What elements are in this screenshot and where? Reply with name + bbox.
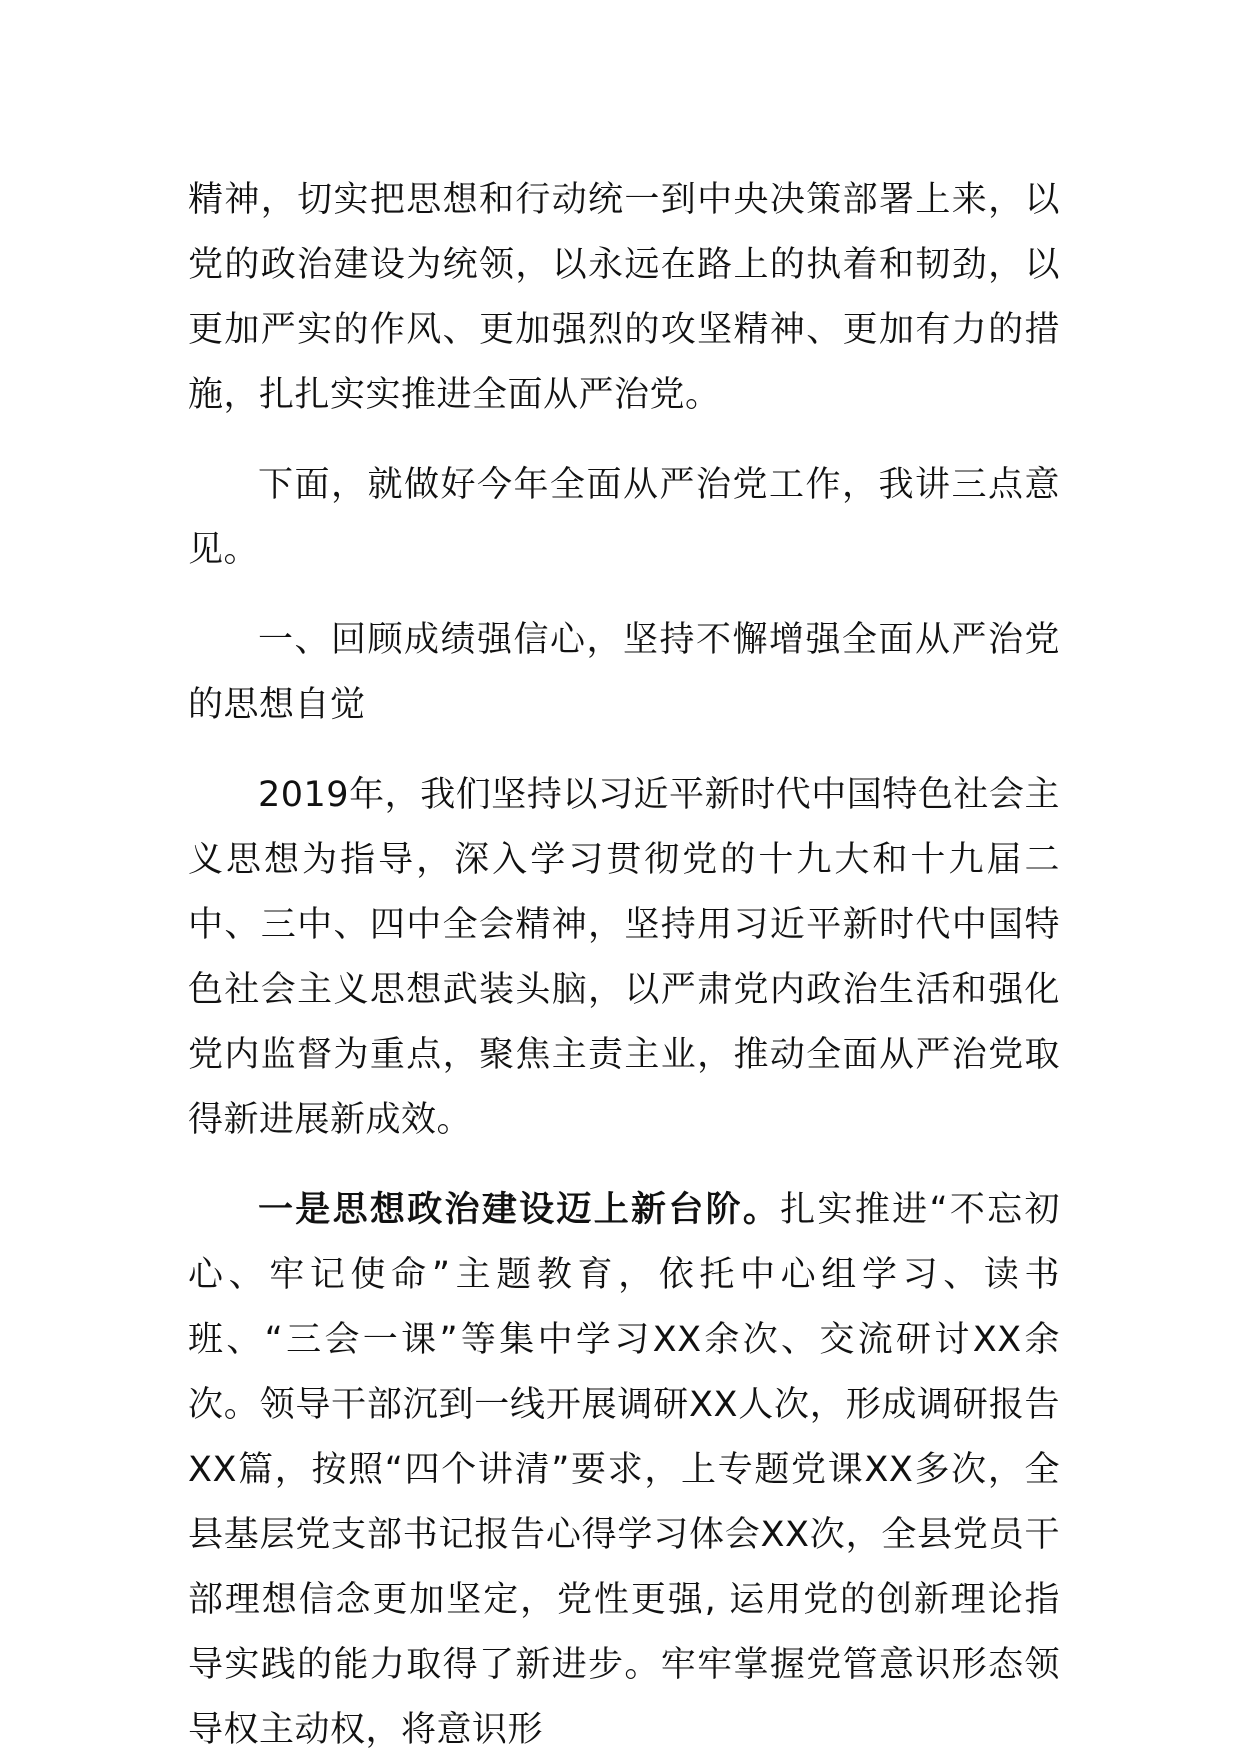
paragraph-1: 精神，切实把思想和行动统一到中央决策部署上来，以党的政治建设为统领，以永远在路上的执着和韧劲，以更加严实的作风、更加强烈的攻坚精神、更加有力的措施，扎扎实实推进全面从严治党。: [188, 180, 1060, 415]
paragraph-4-body: 扎实推进“不忘初心、牢记使命”主题教育，依托中心组学习、读书班、“三会一课”等集中学习XX余次、交流研讨XX余次。领导干部沉到一线开展调研XX人次，形成调研报告XX篇，按照“四个讲清”要求，上专题党课XX多次，全县基层党支部书记报告心得学习体会XX次，全县党员干部理想信念更加坚定，党性更强, 运用党的创新理论指导实践的能力取得了新进步。牢牢掌握党管意识形态领导权主动权，将意识形: [188, 1190, 1060, 1750]
paragraph-3: 2019年，我们坚持以习近平新时代中国特色社会主义思想为指导，深入学习贯彻党的十九大和十九届二中、三中、四中全会精神，坚持用习近平新时代中国特色社会主义思想武装头脑，以严肃党内政治生活和强化党内监督为重点，聚焦主责主业，推动全面从严治党取得新进展新成效。: [188, 775, 1060, 1140]
paragraph-4-lead: 一是思想政治建设迈上新台阶。: [258, 1190, 781, 1230]
paragraph-4: [188, 1178, 1060, 1763]
section-heading-1: 一、回顾成绩强信心，坚持不懈增强全面从严治党的思想自觉: [188, 620, 1060, 725]
paragraph-2: 下面，就做好今年全面从严治党工作，我讲三点意见。: [188, 465, 1060, 570]
document-body: [188, 168, 1060, 1763]
